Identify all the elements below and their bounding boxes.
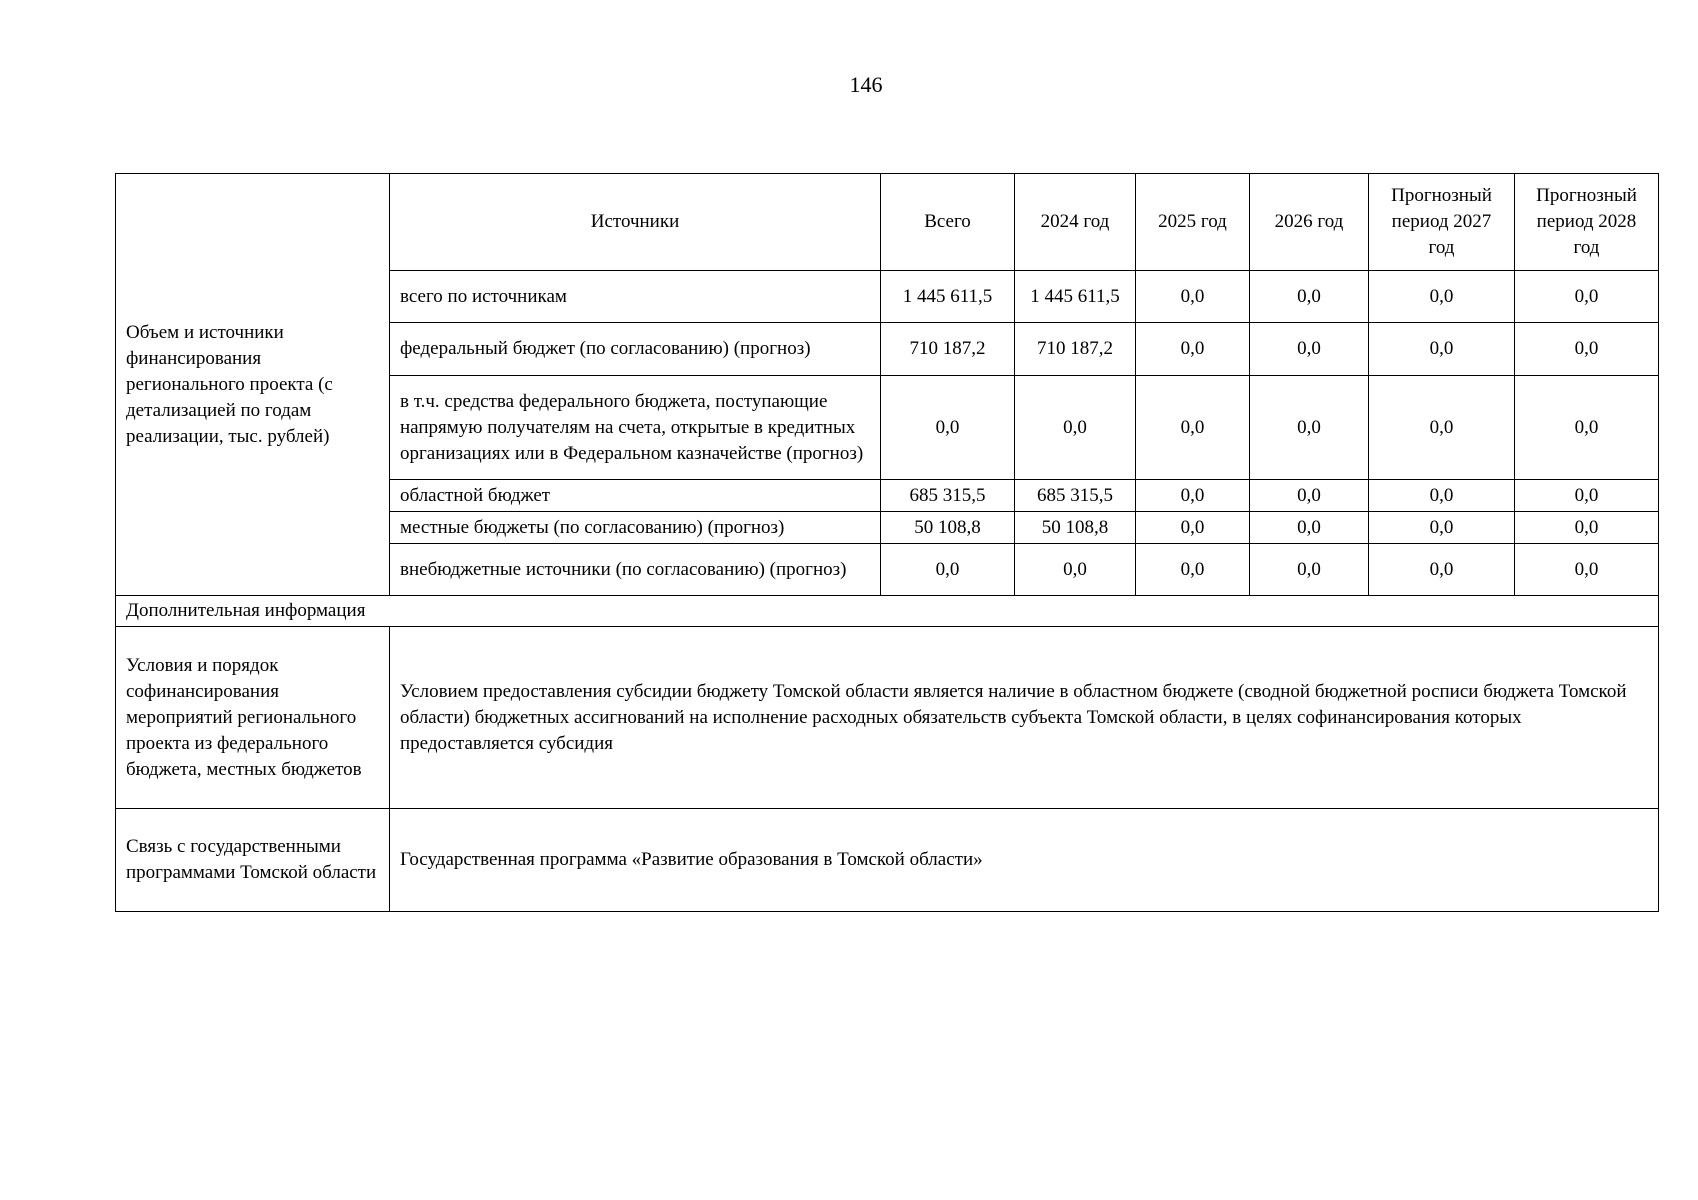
source-cell: федеральный бюджет (по согласованию) (прогноз) (390, 323, 881, 376)
programs-row (116, 809, 1659, 912)
value-cell: 0,0 (1136, 323, 1250, 376)
header-2024: 2024 год (1015, 174, 1136, 271)
header-2025: 2025 год (1136, 174, 1250, 271)
source-cell: областной бюджет (390, 480, 881, 512)
source-cell: всего по источникам (390, 271, 881, 323)
value-cell: 0,0 (1250, 323, 1369, 376)
value-cell: 0,0 (881, 376, 1015, 480)
source-cell: в т.ч. средства федерального бюджета, поступающие напрямую получателям на счета, открытые в кредитных организациях или в Федеральном казначействе (прогноз) (390, 376, 881, 480)
value-cell: 0,0 (1369, 480, 1515, 512)
value-cell: 0,0 (1250, 512, 1369, 544)
cofinancing-label: Условия и порядок софинансирования мероприятий регионального проекта из федерального бюджета, местных бюджетов (116, 627, 390, 809)
value-cell: 0,0 (1369, 376, 1515, 480)
programs-text: Государственная программа «Развитие образования в Томской области» (390, 809, 1659, 912)
value-cell: 0,0 (1515, 480, 1659, 512)
value-cell: 0,0 (1515, 271, 1659, 323)
value-cell: 0,0 (1250, 544, 1369, 596)
value-cell: 0,0 (1369, 271, 1515, 323)
page-number: 146 (849, 72, 883, 97)
value-cell: 0,0 (1250, 271, 1369, 323)
additional-info-row (116, 596, 1659, 627)
header-sources: Источники (390, 174, 881, 271)
header-2027: Прогнозный период 2027 год (1369, 174, 1515, 271)
value-cell: 50 108,8 (1015, 512, 1136, 544)
value-cell: 0,0 (1369, 323, 1515, 376)
value-cell: 0,0 (1250, 376, 1369, 480)
value-cell: 685 315,5 (881, 480, 1015, 512)
value-cell: 1 445 611,5 (1015, 271, 1136, 323)
value-cell: 1 445 611,5 (881, 271, 1015, 323)
value-cell: 0,0 (1136, 544, 1250, 596)
value-cell: 0,0 (1515, 376, 1659, 480)
cofinancing-row (116, 627, 1659, 809)
project-table (115, 173, 1659, 912)
value-cell: 685 315,5 (1015, 480, 1136, 512)
value-cell: 0,0 (1515, 544, 1659, 596)
value-cell: 0,0 (1136, 480, 1250, 512)
value-cell: 0,0 (1136, 376, 1250, 480)
value-cell: 710 187,2 (1015, 323, 1136, 376)
value-cell: 0,0 (1515, 512, 1659, 544)
value-cell: 50 108,8 (881, 512, 1015, 544)
cofinancing-text: Условием предоставления субсидии бюджету Томской области является наличие в областном бюджете (сводной бюджетной росписи бюджета Томской области) бюджетных ассигнований на исполнение расходных обязательств субъекта Томской области, в целях софинансирования которых предоставляется субсидия (390, 627, 1659, 809)
value-cell: 0,0 (1015, 376, 1136, 480)
header-2028: Прогнозный период 2028 год (1515, 174, 1659, 271)
header-total: Всего (881, 174, 1015, 271)
value-cell: 710 187,2 (881, 323, 1015, 376)
source-cell: внебюджетные источники (по согласованию) (прогноз) (390, 544, 881, 596)
additional-info-heading: Дополнительная информация (116, 596, 1659, 627)
table-header-row (116, 174, 1659, 271)
value-cell: 0,0 (1369, 544, 1515, 596)
value-cell: 0,0 (1250, 480, 1369, 512)
programs-label: Связь с государственными программами Томской области (116, 809, 390, 912)
value-cell: 0,0 (1015, 544, 1136, 596)
header-2026: 2026 год (1250, 174, 1369, 271)
value-cell: 0,0 (1515, 323, 1659, 376)
value-cell: 0,0 (881, 544, 1015, 596)
source-cell: местные бюджеты (по согласованию) (прогноз) (390, 512, 881, 544)
value-cell: 0,0 (1369, 512, 1515, 544)
financing-label: Объем и источники финансирования регионального проекта (с детализацией по годам реализации, тыс. рублей) (116, 174, 390, 596)
value-cell: 0,0 (1136, 512, 1250, 544)
value-cell: 0,0 (1136, 271, 1250, 323)
